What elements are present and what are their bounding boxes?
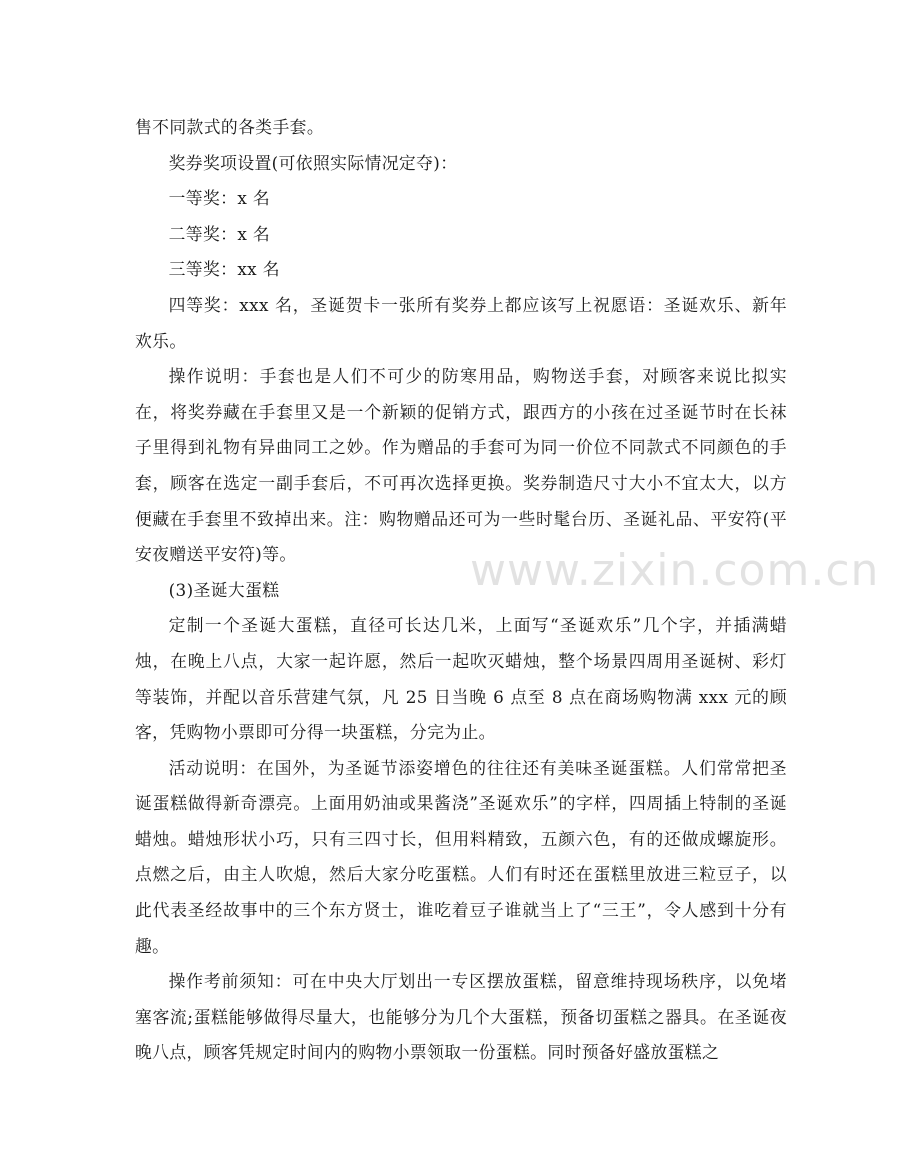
watermark: www.zixin.com.cn bbox=[470, 545, 880, 596]
paragraph-third-prize: 三等奖：xx 名 bbox=[168, 259, 280, 280]
paragraph-cake-description: 定制一个圣诞大蛋糕，直径可长达几米，上面写“圣诞欢乐”几个字，并插满蜡烛，在晚上八点，大家一起许愿，然后一起吹灭蜡烛，整个场景四周用圣诞树、彩灯等装饰，并配以音乐营建气氛，凡 25 日当晚 6 点至 8 点在商场购物满 xxx 元的顾客，凭购物小票即可分得一块蛋糕，分完为止。 bbox=[135, 615, 787, 743]
paragraph-operation-notes: 操作说明：手套也是人们不可少的防寒用品，购物送手套，对顾客来说比拟实在，将奖券藏在手套里又是一个新颖的促销方式，跟西方的小孩在过圣诞节时在长袜子里得到礼物有异曲同工之妙。作为赠品的手套可为同一价位不同款式不同颜色的手套，顾客在选定一副手套后，不可再次选择更换。奖券制造尺寸大小不宜太大，以方便藏在手套里不致掉出来。注：购物赠品还可为一些时髦台历、圣诞礼品、平安符(平安夜赠送平安符)等。 bbox=[135, 366, 787, 565]
paragraph: 售不同款式的各类手套。 bbox=[135, 117, 324, 137]
paragraph-second-prize: 二等奖：x 名 bbox=[168, 223, 271, 244]
paragraph-activity-notes: 活动说明：在国外，为圣诞节添姿增色的往往还有美味圣诞蛋糕。人们常常把圣诞蛋糕做得新奇漂亮。上面用奶油或果酱浇”圣诞欢乐”的字样，四周插上特制的圣诞蜡烛。蜡烛形状小巧，只有三四寸长，但用料精致，五颜六色，有的还做成螺旋形。点燃之后，由主人吹熄，然后大家分吃蛋糕。人们有时还在蛋糕里放进三粒豆子，以此代表圣经故事中的三个东方贤士，谁吃着豆子谁就当上了“三王”，令人感到十分有趣。 bbox=[135, 757, 787, 956]
document-body bbox=[135, 110, 787, 1071]
paragraph-operation-precautions: 操作考前须知：可在中央大厅划出一专区摆放蛋糕，留意维持现场秩序，以免堵塞客流;蛋糕能够做得尽量大，也能够分为几个大蛋糕，预备切蛋糕之器具。在圣诞夜晚八点，顾客凭规定时间内的购物小票领取一份蛋糕。同时预备好盛放蛋糕之 bbox=[135, 971, 787, 1063]
paragraph-fourth-prize: 四等奖：xxx 名，圣诞贺卡一张所有奖券上都应该写上祝愿语：圣诞欢乐、新年欢乐。 bbox=[135, 294, 787, 351]
paragraph-prize-settings: 奖券奖项设置(可依照实际情况定夺)： bbox=[168, 152, 458, 173]
section-heading-cake: (3)圣诞大蛋糕 bbox=[168, 579, 280, 600]
paragraph-first-prize: 一等奖：x 名 bbox=[168, 188, 271, 209]
